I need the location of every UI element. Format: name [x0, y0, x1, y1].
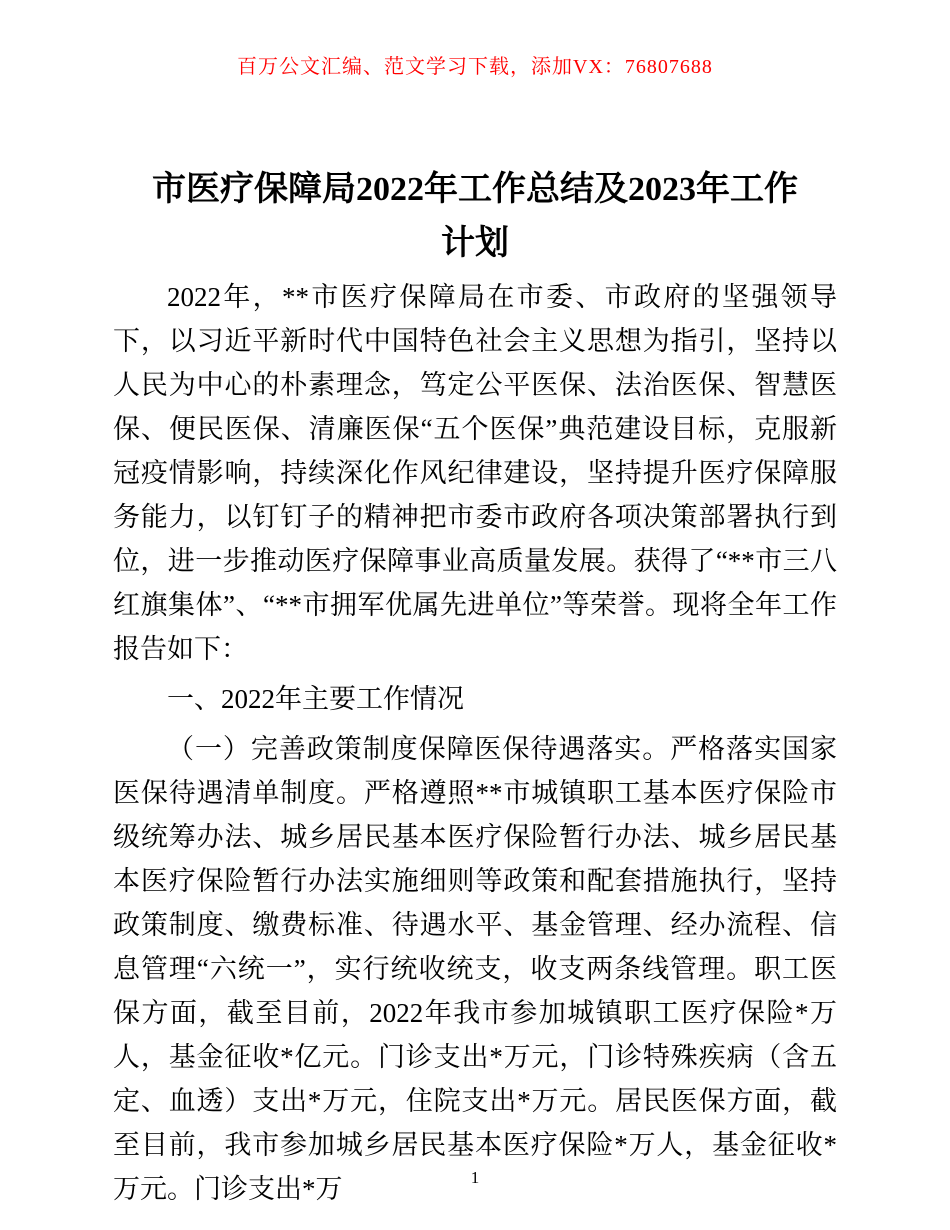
- section-heading-1: 一、2022年主要工作情况: [167, 684, 464, 714]
- document-body: [113, 163, 837, 1211]
- paragraph-intro: 2022年，**市医疗保障局在市委、市政府的坚强领导下，以习近平新时代中国特色社会主义思想为指引，坚持以人民为中心的朴素理念，笃定公平医保、法治医保、智慧医保、便民医保、清廉医保“五个医保”典范建设目标，克服新冠疫情影响，持续深化作风纪律建设，坚持提升医疗保障服务能力，以钉钉子的精神把市委市政府各项决策部署执行到位，进一步推动医疗保障事业高质量发展。获得了“**市三八红旗集体”、“**市拥军优属先进单位”等荣誉。现将全年工作报告如下：: [113, 282, 837, 664]
- paragraph-section-1-1: （一）完善政策制度保障医保待遇落实。严格落实国家医保待遇清单制度。严格遵照**市城镇职工基本医疗保险市级统筹办法、城乡居民基本医疗保险暂行办法、城乡居民基本医疗保险暂行办法实施细则等政策和配套措施执行，坚持政策制度、缴费标准、待遇水平、基金管理、经办流程、信息管理“六统一”，实行统收统支，收支两条线管理。职工医保方面，截至目前，2022年我市参加城镇职工医疗保险*万人，基金征收*亿元。门诊支出*万元，门诊特殊疾病（含五定、血透）支出*万元，住院支出*万元。居民医保方面，截至目前，我市参加城乡居民基本医疗保险*万人，基金征收*万元。门诊支出*万: [113, 734, 837, 1204]
- header-note: 百万公文汇编、范文学习下载，添加VX：76807688: [237, 56, 713, 78]
- document-title-line-2: 计划: [441, 225, 509, 262]
- document-title-line-1: 市医疗保障局2022年工作总结及2023年工作: [152, 171, 798, 208]
- document-title: [113, 163, 837, 271]
- page-number: 1: [470, 1168, 480, 1187]
